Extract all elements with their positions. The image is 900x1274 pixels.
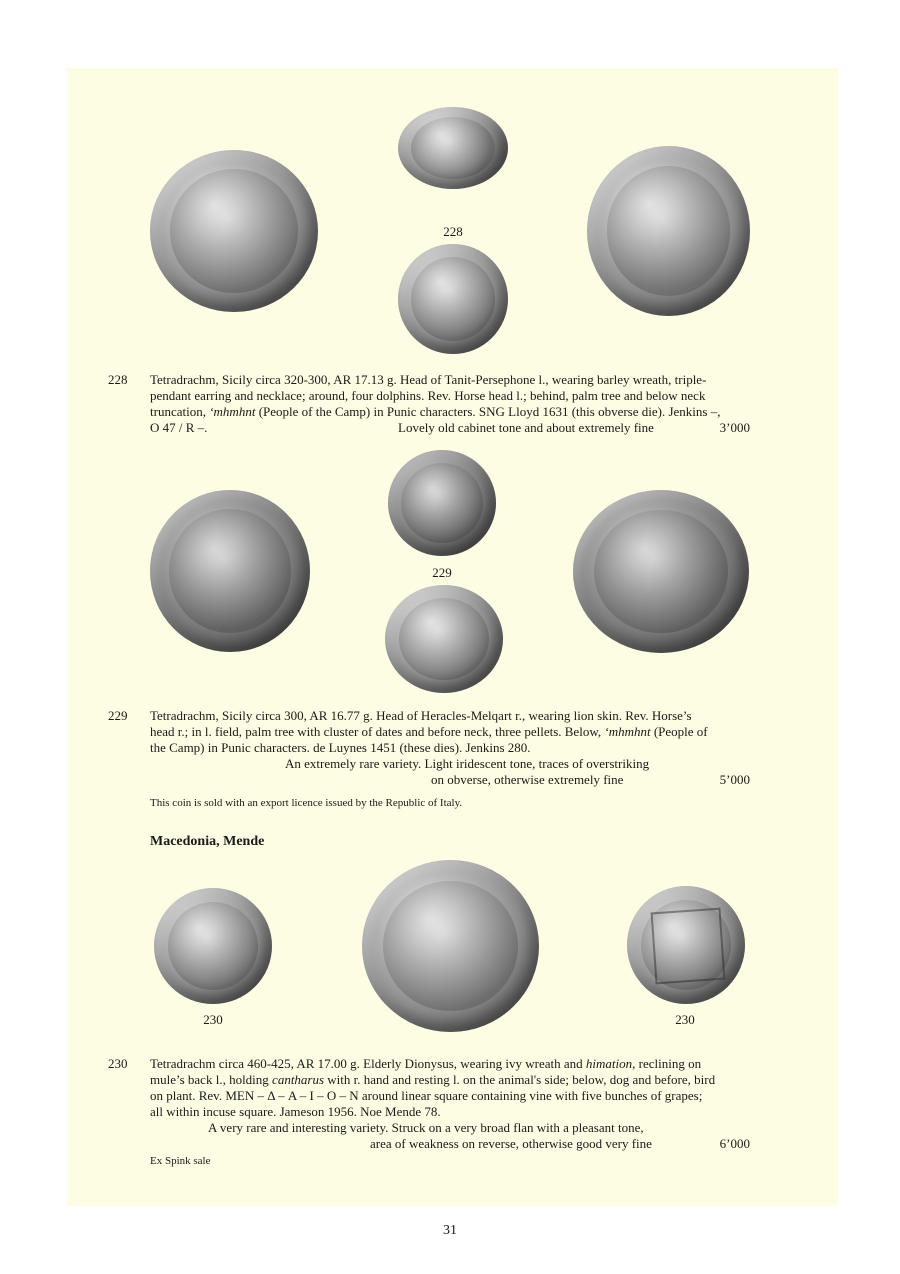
lot-230-grade-2: area of weakness on reverse, otherwise good very fine xyxy=(370,1136,652,1151)
lot-229-punic-legend: ‘mhmhnt xyxy=(604,724,651,739)
lot-229-line-2-a: head r.; in l. field, palm tree with cluster of dates and before neck, three pellets. Below, xyxy=(150,724,605,739)
coin-229-reverse-small xyxy=(385,585,503,693)
lot-228-line-3-b: (People of the Camp) in Punic characters. SNG Lloyd 1631 (this obverse die). Jenkins –, xyxy=(255,404,721,419)
lot-number-230: 230 xyxy=(108,1056,128,1071)
coin-228-obverse-small xyxy=(398,107,508,189)
lot-228-line-3-a: truncation, xyxy=(150,404,210,419)
lot-229-line-2 xyxy=(150,724,708,740)
figure-label-230-left: 230 xyxy=(203,1012,223,1027)
coin-230-reverse xyxy=(627,886,745,1004)
lot-230-line-2-a: mule’s back l., holding xyxy=(150,1072,273,1087)
lot-230-himation: himation xyxy=(585,1056,633,1071)
lot-230-line-1-a: Tetradrachm circa 460-425, AR 17.00 g. Elderly Dionysus, wearing ivy wreath and xyxy=(150,1056,586,1071)
lot-230-price: 6’000 xyxy=(719,1136,750,1151)
lot-229-grade-1: An extremely rare variety. Light iridescent tone, traces of overstriking xyxy=(285,756,650,771)
lot-230-provenance-note: Ex Spink sale xyxy=(150,1155,211,1167)
figure-label-229: 229 xyxy=(432,565,452,580)
coin-229-obverse-small xyxy=(388,450,496,556)
lot-number-229: 229 xyxy=(108,708,128,723)
lot-228-grade: Lovely old cabinet tone and about extremely fine xyxy=(398,420,654,435)
lot-228-line-3 xyxy=(150,404,720,420)
page-number: 31 xyxy=(443,1223,457,1238)
figure-label-230-right: 230 xyxy=(675,1012,695,1027)
lot-228-line-2: pendant earring and necklace; around, four dolphins. Rev. Horse head l.; behind, palm tree and below neck xyxy=(150,388,706,403)
lot-number-228: 228 xyxy=(108,372,128,387)
lot-230-line-1 xyxy=(150,1056,701,1072)
lot-229-export-note: This coin is sold with an export licence issued by the Republic of Italy. xyxy=(150,797,463,809)
lot-228-line-4: O 47 / R –. xyxy=(150,420,208,435)
lot-230-line-2-b: with r. hand and resting l. on the animal's side; below, dog and before, bird xyxy=(324,1072,716,1087)
coin-228-reverse-small xyxy=(398,244,508,354)
lot-230-line-2 xyxy=(150,1072,715,1088)
coin-229-reverse-large xyxy=(573,490,749,653)
lot-229-price: 5’000 xyxy=(719,772,750,787)
lot-229-line-3: the Camp) in Punic characters. de Luynes 1451 (these dies). Jenkins 280. xyxy=(150,740,531,755)
lot-230-grade-1: A very rare and interesting variety. Struck on a very broad flan with a pleasant tone, xyxy=(208,1120,644,1135)
lot-230-cantharus: cantharus xyxy=(272,1072,325,1087)
lot-229-line-1: Tetradrachm, Sicily circa 300, AR 16.77 g. Head of Heracles-Melqart r., wearing lion skin. Rev. Horse’s xyxy=(150,708,692,723)
coin-230-obverse-small xyxy=(154,888,272,1004)
lot-229-line-2-b: (People of xyxy=(650,724,708,739)
lot-230-line-3: on plant. Rev. MEN – Δ – A – I – O – N around linear square containing vine with five bunches of grapes; xyxy=(150,1088,703,1103)
section-heading: Macedonia, Mende xyxy=(150,834,265,849)
lot-228-line-1: Tetradrachm, Sicily circa 320-300, AR 17.13 g. Head of Tanit-Persephone l., wearing barley wreath, triple- xyxy=(150,372,707,387)
lot-230-line-4: all within incuse square. Jameson 1956. Noe Mende 78. xyxy=(150,1104,441,1119)
coin-228-reverse-large xyxy=(587,146,750,316)
lot-229-grade-2: on obverse, otherwise extremely fine xyxy=(431,772,624,787)
lot-228-punic-legend: ‘mhmhnt xyxy=(209,404,256,419)
coin-228-obverse-large xyxy=(150,150,318,312)
coin-230-obverse-large xyxy=(362,860,539,1032)
lot-230-line-1-b: , reclining on xyxy=(632,1056,702,1071)
figure-label-228: 228 xyxy=(443,224,463,239)
coin-229-obverse-large xyxy=(150,490,310,652)
lot-228-price: 3’000 xyxy=(719,420,750,435)
